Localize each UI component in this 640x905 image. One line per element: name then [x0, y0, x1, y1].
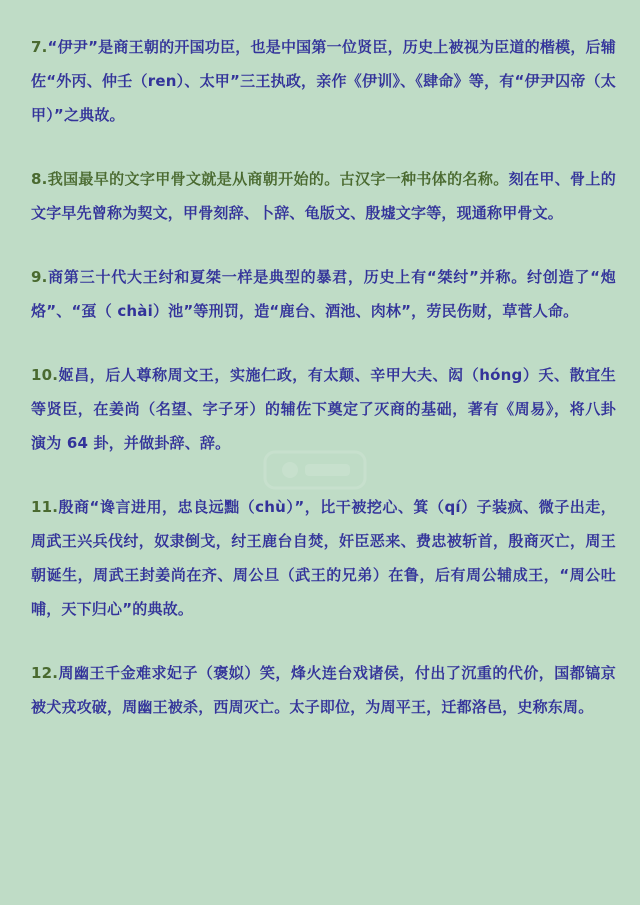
item-number: 10. [31, 366, 59, 384]
history-item-11 [31, 490, 616, 626]
item-number: 11. [31, 498, 59, 516]
history-item-12 [31, 656, 616, 724]
history-item-7 [31, 30, 616, 132]
item-lead: 我国最早的文字甲骨文就是从商朝开始的。古汉字一种书体的名称。 [47, 170, 509, 188]
item-text: 周幽王千金难求妃子（褒姒）笑，烽火连台戏诸侯，付出了沉重的代价，国都镐京被犬戎攻破，周幽王被杀，西周灭亡。太子即位，为周平王，迁都洛邑，史称东周。 [31, 664, 616, 716]
item-text: 殷商“谗言进用，忠良远黜（chù）”，比干被挖心、箕（qí）子装疯、微子出走，周武王兴兵伐纣，奴隶倒戈，纣王鹿台自焚，奸臣恶来、费忠被斩首，殷商灭亡，周王朝诞生，周武王封姜尚在齐、周公旦（武王的兄弟）在鲁，后有周公辅成王，“周公吐哺，天下归心”的典故。 [31, 498, 616, 618]
history-item-8 [31, 162, 616, 230]
item-number: 9. [31, 268, 48, 286]
item-text: “伊尹”是商王朝的开国功臣，也是中国第一位贤臣，历史上被视为臣道的楷模，后辅佐“外丙、仲壬（ren）、太甲”三王执政，亲作《伊训》、《肆命》等，有“伊尹囚帝（太甲）”之典故。 [31, 38, 616, 124]
item-number: 8. [31, 170, 48, 188]
item-text: 姬昌，后人尊称周文王，实施仁政，有太颠、辛甲大夫、闳（hóng）夭、散宜生等贤臣，在姜尚（名望、字子牙）的辅佐下奠定了灭商的基础，著有《周易》，将八卦演为 64 卦，并做卦辞、辞。 [31, 366, 616, 452]
item-text: 商第三十代大王纣和夏桀一样是典型的暴君，历史上有“桀纣”并称。纣创造了“炮烙”、“虿（ chài）池”等刑罚，造“鹿台、酒池、肉林”，劳民伤财，草菅人命。 [31, 268, 616, 320]
item-text: 刻在甲、骨上的文字早先曾称为契文，甲骨刻辞、卜辞、龟版文、殷墟文字等，现通称甲骨文。 [31, 170, 616, 222]
history-item-9 [31, 260, 616, 328]
item-number: 12. [31, 664, 59, 682]
watermark-logo-icon [255, 440, 375, 500]
item-number: 7. [31, 38, 48, 56]
